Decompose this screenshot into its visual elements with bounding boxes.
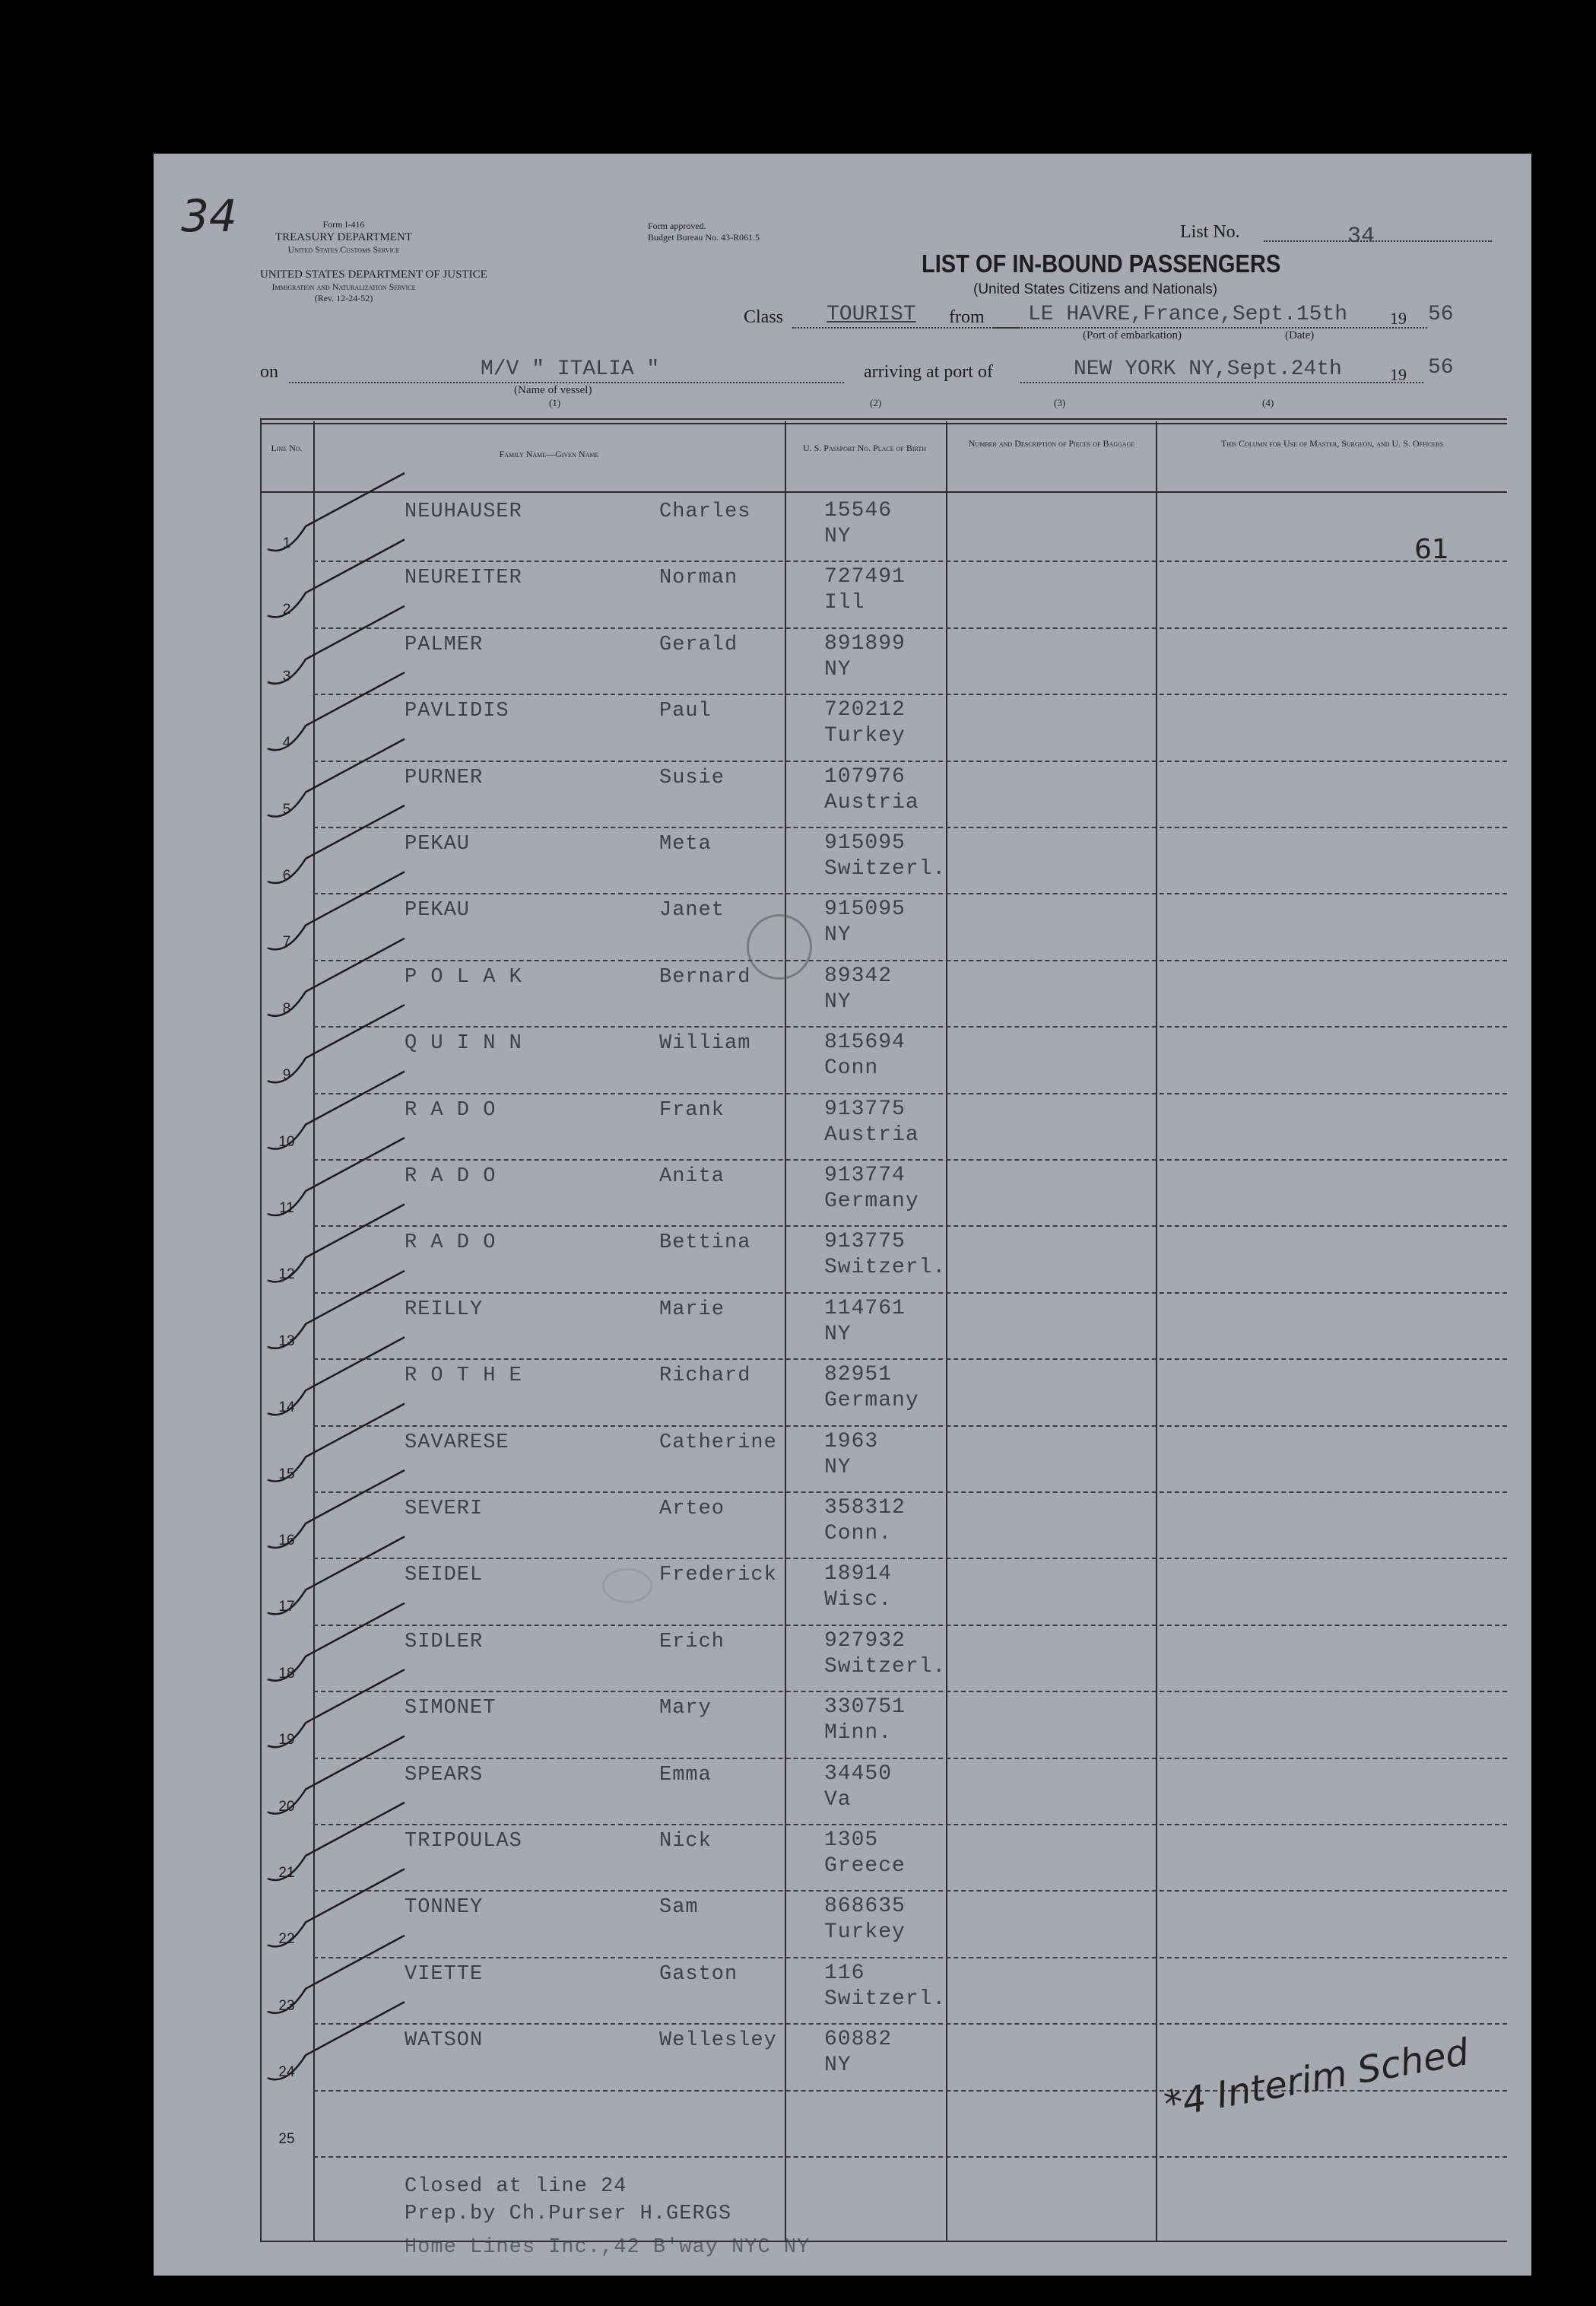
check-mark xyxy=(268,606,405,684)
check-mark xyxy=(268,1072,405,1149)
passenger-family-name: Q U I N N xyxy=(405,1032,522,1056)
line-number: 12 xyxy=(278,1266,295,1283)
check-mark xyxy=(268,539,405,617)
line-number: 25 xyxy=(278,2130,295,2147)
check-mark xyxy=(268,1936,405,2013)
line-number: 10 xyxy=(278,1133,295,1150)
passenger-family-name: R O T H E xyxy=(405,1364,522,1388)
passport-number: 89342 xyxy=(824,964,893,988)
passport-number: 1305 xyxy=(824,1828,879,1852)
passenger-given-name: Marie xyxy=(659,1298,725,1321)
passport-number: 358312 xyxy=(824,1496,906,1520)
passenger-given-name: Frederick xyxy=(659,1564,777,1587)
on-label: on xyxy=(260,362,278,382)
passenger-family-name: VIETTE xyxy=(405,1962,484,1986)
col-header-officers: This Column for Use of Master, Surgeon, and U. S. Officers xyxy=(1220,438,1444,449)
check-mark xyxy=(268,473,405,551)
year-prefix-1: 19 xyxy=(1390,309,1407,328)
vessel-caption: (Name of vessel) xyxy=(514,384,592,396)
place-of-birth: NY xyxy=(824,2053,852,2078)
document-subtitle: (United States Citizens and Nationals) xyxy=(973,281,1218,297)
line-number: 19 xyxy=(278,1732,295,1749)
budget-bureau: Budget Bureau No. 43-R061.5 xyxy=(648,232,760,243)
year-prefix-2: 19 xyxy=(1390,365,1407,384)
passenger-given-name: Meta xyxy=(659,833,712,856)
passport-number: 915095 xyxy=(824,897,906,922)
passport-number: 727491 xyxy=(824,565,906,589)
passenger-family-name: NEUHAUSER xyxy=(405,500,522,523)
check-mark xyxy=(268,2002,405,2079)
form-number: Form I-416 xyxy=(322,219,365,230)
check-mark xyxy=(268,805,405,883)
list-number-label: List No. xyxy=(1180,222,1240,242)
line-number: 3 xyxy=(282,668,291,684)
line-number: 8 xyxy=(282,1000,291,1017)
from-label: from xyxy=(949,307,985,327)
place-of-birth: Switzerl. xyxy=(824,857,947,881)
passenger-family-name: P O L A K xyxy=(405,965,522,989)
passenger-given-name: William xyxy=(659,1032,751,1056)
check-mark xyxy=(268,1869,405,1946)
passenger-family-name: SPEARS xyxy=(405,1763,484,1787)
check-mark xyxy=(268,1138,405,1215)
ins-service: Immigration and Naturalization Service xyxy=(271,281,416,292)
place-of-birth: Ill xyxy=(824,591,865,615)
check-marks-layer xyxy=(154,154,1531,2276)
place-of-birth: Conn xyxy=(824,1056,879,1081)
passenger-given-name: Bernard xyxy=(659,965,751,989)
check-mark xyxy=(268,1803,405,1880)
line-number: 1 xyxy=(282,535,291,551)
passenger-given-name: Emma xyxy=(659,1763,712,1787)
closing-line-3: Home Lines Inc.,42 B'way NYC NY xyxy=(405,2236,811,2259)
line-number: 15 xyxy=(278,1466,295,1482)
line-number: 24 xyxy=(278,2064,295,2081)
customs-service: United States Customs Service xyxy=(287,244,400,255)
vessel-caption-num: (1) xyxy=(549,397,561,408)
line-number: 4 xyxy=(282,735,291,751)
document-title: LIST OF IN-BOUND PASSENGERS xyxy=(922,249,1281,278)
place-of-birth: Austria xyxy=(824,790,919,815)
place-of-birth: Switzerl. xyxy=(824,1654,947,1679)
passenger-given-name: Richard xyxy=(659,1364,751,1388)
passenger-family-name: SEVERI xyxy=(405,1498,484,1520)
passport-number: 114761 xyxy=(824,1296,906,1320)
check-mark xyxy=(268,672,405,750)
line-number: 17 xyxy=(278,1599,295,1615)
justice-department: UNITED STATES DEPARTMENT OF JUSTICE xyxy=(260,268,487,281)
passenger-family-name: SEIDEL xyxy=(405,1564,484,1587)
passenger-family-name: REILLY xyxy=(405,1298,484,1321)
closing-line-1: Closed at line 24 xyxy=(405,2175,627,2198)
passport-number: 15546 xyxy=(824,499,893,523)
passenger-given-name: Bettina xyxy=(659,1231,751,1255)
date-caption: (Date) xyxy=(1285,329,1315,341)
place-of-birth: Turkey xyxy=(824,724,906,748)
place-of-birth: Va xyxy=(824,1787,852,1812)
passenger-given-name: Nick xyxy=(659,1830,712,1853)
check-mark xyxy=(268,1669,405,1747)
passenger-family-name: PAVLIDIS xyxy=(405,700,509,723)
place-of-birth: NY xyxy=(824,989,852,1014)
line-number: 23 xyxy=(278,1997,295,2014)
passenger-given-name: Gerald xyxy=(659,633,738,656)
place-of-birth: Germany xyxy=(824,1389,919,1413)
check-mark xyxy=(268,1337,405,1415)
port-embarkation-caption: (Port of embarkation) xyxy=(1083,329,1182,341)
passenger-given-name: Susie xyxy=(659,766,725,789)
passport-number: 815694 xyxy=(824,1031,906,1055)
passenger-given-name: Gaston xyxy=(659,1962,738,1986)
passenger-given-name: Charles xyxy=(659,500,751,523)
passenger-given-name: Erich xyxy=(659,1630,725,1653)
place-of-birth: Wisc. xyxy=(824,1588,893,1612)
check-mark xyxy=(268,1271,405,1348)
place-of-birth: Germany xyxy=(824,1190,919,1213)
place-of-birth: NY xyxy=(824,923,852,948)
arrival-port-value: NEW YORK NY,Sept.24th xyxy=(1074,357,1342,381)
check-mark xyxy=(268,1470,405,1548)
passenger-family-name: WATSON xyxy=(405,2029,484,2053)
list-number-value: 34 xyxy=(1347,224,1375,249)
check-mark xyxy=(268,1536,405,1614)
passenger-given-name: Catherine xyxy=(659,1431,777,1454)
line-number: 20 xyxy=(278,1798,295,1815)
class-value: TOURIST xyxy=(827,303,916,326)
line-number: 21 xyxy=(278,1865,295,1881)
line-number: 2 xyxy=(282,602,291,618)
line-number: 5 xyxy=(282,801,291,818)
line-number: 11 xyxy=(279,1200,294,1216)
handwritten-interim-note: *4 Interim Sched xyxy=(1161,2031,1472,2127)
col3-number: (3) xyxy=(1054,397,1066,408)
passport-number: 891899 xyxy=(824,631,906,656)
place-of-birth: NY xyxy=(824,1322,852,1346)
check-mark xyxy=(268,1204,405,1282)
passenger-family-name: R A D O xyxy=(405,1098,497,1122)
line-number: 18 xyxy=(278,1665,295,1682)
arriving-label: arriving at port of xyxy=(864,362,993,382)
passport-number: 868635 xyxy=(824,1895,906,1919)
place-of-birth: Greece xyxy=(824,1854,906,1878)
place-of-birth: NY xyxy=(824,1455,852,1479)
col-header-line: Line No. xyxy=(271,443,303,453)
passport-number: 116 xyxy=(824,1961,865,1985)
embarkation-value: LE HAVRE,France,Sept.15th xyxy=(1028,303,1348,326)
vessel-name: M/V " ITALIA " xyxy=(481,357,660,381)
passenger-given-name: Wellesley xyxy=(659,2029,777,2053)
place-of-birth: NY xyxy=(824,657,852,681)
passport-number: 330751 xyxy=(824,1695,906,1720)
line-number: 9 xyxy=(282,1067,291,1084)
check-mark xyxy=(268,1005,405,1082)
passenger-family-name: SAVARESE xyxy=(405,1431,509,1454)
place-of-birth: NY xyxy=(824,525,852,548)
line-number: 13 xyxy=(278,1332,295,1349)
place-of-birth: Austria xyxy=(824,1123,919,1147)
check-mark xyxy=(268,939,405,1016)
passport-number: 18914 xyxy=(824,1562,893,1587)
passenger-given-name: Mary xyxy=(659,1697,712,1720)
closing-line-2: Prep.by Ch.Purser H.GERGS xyxy=(405,2203,732,2225)
passport-number: 1963 xyxy=(824,1429,879,1453)
place-of-birth: Switzerl. xyxy=(824,1256,947,1280)
passenger-family-name: PEKAU xyxy=(405,833,471,856)
col4-number: (4) xyxy=(1262,397,1274,408)
line-number: 6 xyxy=(282,868,291,884)
passenger-family-name: PEKAU xyxy=(405,899,471,923)
check-mark xyxy=(268,1404,405,1482)
class-label: Class xyxy=(744,307,784,327)
line-number: 22 xyxy=(278,1931,295,1948)
check-mark xyxy=(268,872,405,949)
passenger-family-name: NEUREITER xyxy=(405,567,522,590)
col-header-passport: U. S. Passport No. Place of Birth xyxy=(802,443,927,453)
col-header-name: Family Name—Given Name xyxy=(499,449,599,459)
passport-number: 82951 xyxy=(824,1363,893,1387)
margin-page-number: 34 xyxy=(181,190,237,242)
passenger-family-name: TRIPOULAS xyxy=(405,1830,522,1853)
passport-number: 915095 xyxy=(824,831,906,855)
manifest-page xyxy=(154,154,1531,2276)
place-of-birth: Conn. xyxy=(824,1522,893,1545)
line-number: 14 xyxy=(278,1399,295,1416)
place-of-birth: Minn. xyxy=(824,1721,893,1745)
check-mark xyxy=(268,1603,405,1681)
place-of-birth: Turkey xyxy=(824,1920,906,1945)
passenger-family-name: R A D O xyxy=(405,1231,497,1255)
check-mark xyxy=(268,1736,405,1814)
passenger-family-name: SIMONET xyxy=(405,1697,497,1720)
passport-number: 107976 xyxy=(824,764,906,789)
line-number: 16 xyxy=(278,1533,295,1548)
passenger-given-name: Arteo xyxy=(659,1498,725,1520)
passenger-given-name: Janet xyxy=(659,899,725,923)
col2-number: (2) xyxy=(870,397,882,408)
passport-number: 720212 xyxy=(824,698,906,723)
passport-number: 913775 xyxy=(824,1230,906,1254)
form-approved: Form approved. xyxy=(648,221,706,231)
form-revision: (Rev. 12-24-52) xyxy=(314,293,373,303)
officer-mark-row1: 61 xyxy=(1414,534,1449,565)
col-header-baggage: Number and Description of Pieces of Baggage xyxy=(968,438,1135,449)
passenger-given-name: Anita xyxy=(659,1165,725,1188)
year-value-1: 56 xyxy=(1428,303,1454,326)
check-mark xyxy=(268,739,405,817)
year-value-2: 56 xyxy=(1428,356,1454,380)
passport-number: 913775 xyxy=(824,1097,906,1121)
passenger-given-name: Paul xyxy=(659,700,712,723)
passenger-family-name: PALMER xyxy=(405,633,484,656)
passenger-given-name: Sam xyxy=(659,1896,699,1920)
passport-number: 913774 xyxy=(824,1164,906,1187)
passenger-given-name: Norman xyxy=(659,567,738,590)
line-number: 7 xyxy=(282,934,291,951)
passport-number: 927932 xyxy=(824,1628,906,1653)
passenger-given-name: Frank xyxy=(659,1098,725,1122)
passenger-family-name: TONNEY xyxy=(405,1896,484,1920)
passenger-family-name: PURNER xyxy=(405,766,484,789)
passenger-family-name: R A D O xyxy=(405,1165,497,1188)
treasury-department: TREASURY DEPARTMENT xyxy=(274,231,413,243)
passport-number: 60882 xyxy=(824,2028,893,2052)
passenger-family-name: SIDLER xyxy=(405,1630,484,1653)
passport-number: 34450 xyxy=(824,1761,893,1786)
place-of-birth: Switzerl. xyxy=(824,1987,947,2011)
